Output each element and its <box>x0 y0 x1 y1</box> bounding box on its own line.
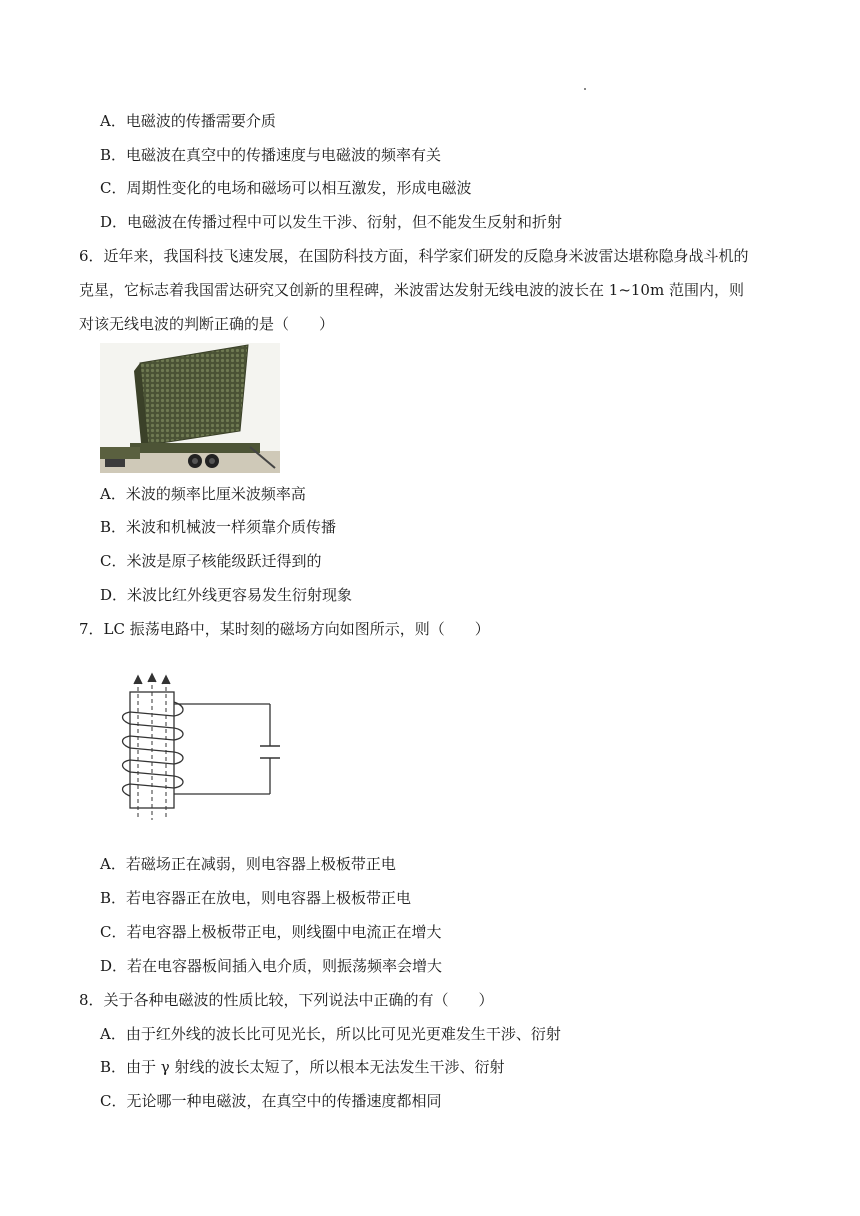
q6-option-a: A．米波的频率比厘米波频率高 <box>100 485 306 503</box>
q7-option-d: D．若在电容器板间插入电介质，则振荡频率会增大 <box>100 957 443 975</box>
lc-circuit-diagram <box>120 668 290 828</box>
q6-option-d: D．米波比红外线更容易发生衍射现象 <box>100 586 353 604</box>
q7-option-b: B．若电容器正在放电，则电容器上极板带正电 <box>100 889 412 907</box>
q8-option-a: A．由于红外线的波长比可见光长，所以比可见光更难发生干涉、衍射 <box>100 1025 561 1043</box>
q6-stem-line-1: 6．近年来，我国科技飞速发展，在国防科技方面，科学家们研发的反隐身米波雷达堪称隐身战斗机的 <box>79 247 749 265</box>
q7-stem: 7．LC 振荡电路中，某时刻的磁场方向如图所示，则（ ） <box>79 620 490 638</box>
q5-option-c: C．周期性变化的电场和磁场可以相互激发，形成电磁波 <box>100 179 472 197</box>
q7-option-c: C．若电容器上极板带正电，则线圈中电流正在增大 <box>100 923 442 941</box>
q5-option-d: D．电磁波在传播过程中可以发生干涉、衍射，但不能发生反射和折射 <box>100 213 563 231</box>
q8-stem: 8．关于各种电磁波的性质比较，下列说法中正确的有（ ） <box>79 991 494 1009</box>
q6-option-c: C．米波是原子核能级跃迁得到的 <box>100 552 322 570</box>
radar-image <box>100 343 280 473</box>
q7-option-a: A．若磁场正在减弱，则电容器上极板带正电 <box>100 855 396 873</box>
q8-option-c: C．无论哪一种电磁波，在真空中的传播速度都相同 <box>100 1092 442 1110</box>
q6-stem-line-3: 对该无线电波的判断正确的是（ ） <box>79 315 335 333</box>
q8-option-b: B．由于 γ 射线的波长太短了，所以根本无法发生干涉、衍射 <box>100 1058 505 1076</box>
q5-option-b: B．电磁波在真空中的传播速度与电磁波的频率有关 <box>100 146 442 164</box>
q6-option-b: B．米波和机械波一样须靠介质传播 <box>100 518 337 536</box>
q6-stem-line-2: 克星，它标志着我国雷达研究又创新的里程碑，米波雷达发射无线电波的波长在 1~10m 范围内，则 <box>79 281 744 299</box>
stray-dot <box>584 88 586 90</box>
q5-option-a: A．电磁波的传播需要介质 <box>100 112 276 130</box>
